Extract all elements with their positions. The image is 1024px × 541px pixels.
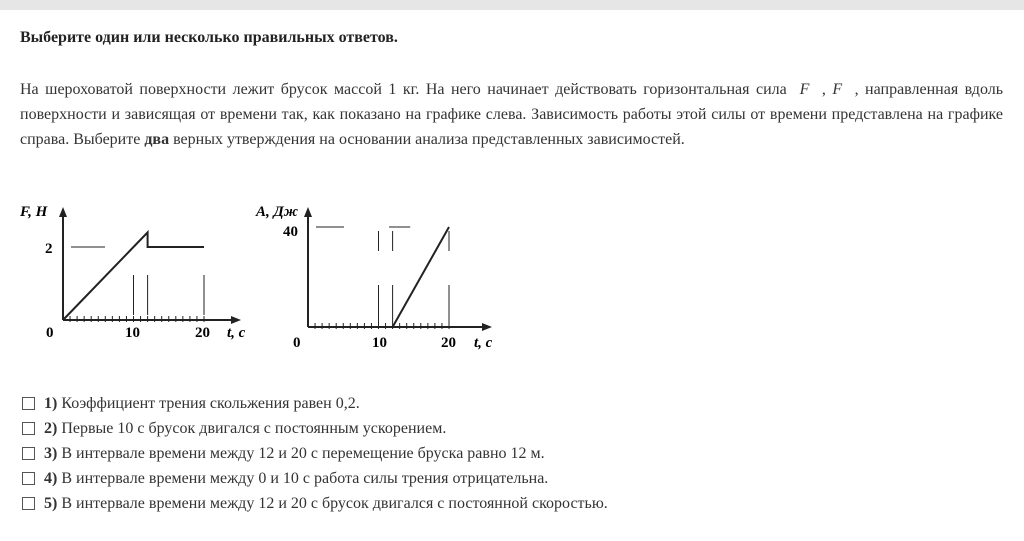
- answer-option-1[interactable]: [22, 391, 608, 416]
- answer-option-5[interactable]: [22, 491, 608, 516]
- x-axis-arrow: [482, 323, 492, 331]
- x-axis-label: t, с: [474, 335, 493, 351]
- answer-text: В интервале времени между 0 и 10 с работа силы трения отрицательна.: [61, 469, 549, 487]
- answer-option-2[interactable]: [22, 416, 608, 441]
- force-time-graph: [0, 195, 270, 360]
- answer-checkbox-4[interactable]: [22, 472, 35, 485]
- y-axis-arrow: [59, 207, 67, 217]
- x-tick-label-20: 20: [441, 335, 456, 351]
- x-tick-label-10: 10: [372, 335, 387, 351]
- y-tick-label-2: 2: [45, 241, 53, 257]
- answer-option-3[interactable]: [22, 441, 608, 466]
- origin-label: 0: [293, 335, 301, 351]
- x-tick-label-20: 20: [195, 325, 210, 341]
- guide-lines: [71, 247, 204, 315]
- top-bar: [0, 0, 1024, 10]
- answer-option-4[interactable]: [22, 466, 608, 491]
- work-time-graph: [250, 195, 520, 360]
- answer-text: В интервале времени между 12 и 20 с брусок двигался с постоянной скоростью.: [61, 494, 608, 512]
- axes: [304, 207, 492, 331]
- axes: [59, 207, 241, 324]
- x-tick-label-10: 10: [125, 325, 140, 341]
- problem-bold-word: два: [144, 131, 170, 148]
- force-vector-1: F: [799, 81, 822, 98]
- answer-checkbox-5[interactable]: [22, 497, 35, 510]
- answer-checkbox-1[interactable]: [22, 397, 35, 410]
- answer-text: В интервале времени между 12 и 20 с перемещение бруска равно 12 м.: [61, 444, 545, 462]
- answer-list: [22, 391, 608, 516]
- problem-part-3: верных утверждения на основании анализа представленных зависимостей.: [173, 131, 685, 148]
- answer-number: 2): [44, 419, 58, 437]
- problem-part-1: На шероховатой поверхности лежит брусок массой 1 кг. На него начинает действовать горизонтальная сила: [20, 81, 787, 98]
- answer-number: 3): [44, 444, 58, 462]
- instruction-title: Выберите один или несколько правильных ответов.: [20, 29, 398, 46]
- answer-checkbox-3[interactable]: [22, 447, 35, 460]
- answer-number: 1): [44, 394, 58, 412]
- origin-label: 0: [46, 325, 54, 341]
- answer-checkbox-2[interactable]: [22, 422, 35, 435]
- problem-text: На шероховатой поверхности лежит брусок массой 1 кг. На него начинает действовать горизонтальная сила F, F, направленная вдоль поверхности и зависящая от времени так, как показано на графике слева. Зависимость работы этой силы от времени представлена на графике справа. Выберите два верных утверждения на основании анализа представленных зависимостей.: [20, 81, 1004, 148]
- answer-number: 4): [44, 469, 58, 487]
- y-axis-label: A, Дж: [256, 204, 299, 220]
- answer-text: Коэффициент трения скольжения равен 0,2.: [61, 394, 360, 412]
- problem-part-2: направленная вдоль поверхности и зависящая от времени так, как показано на графике слева. Зависимость работы этой силы от времени представлена на графике справа. Выберите: [20, 81, 1004, 148]
- y-axis-label: F, Н: [20, 204, 48, 220]
- force-vector-2: F: [832, 81, 855, 98]
- y-axis-arrow: [304, 207, 312, 217]
- answer-text: Первые 10 с брусок двигался с постоянным ускорением.: [61, 419, 447, 437]
- y-tick-label-40: 40: [283, 224, 298, 240]
- guide-lines: [316, 227, 449, 323]
- x-axis-label: t, с: [227, 325, 246, 341]
- x-axis-arrow: [231, 316, 241, 324]
- answer-number: 5): [44, 494, 58, 512]
